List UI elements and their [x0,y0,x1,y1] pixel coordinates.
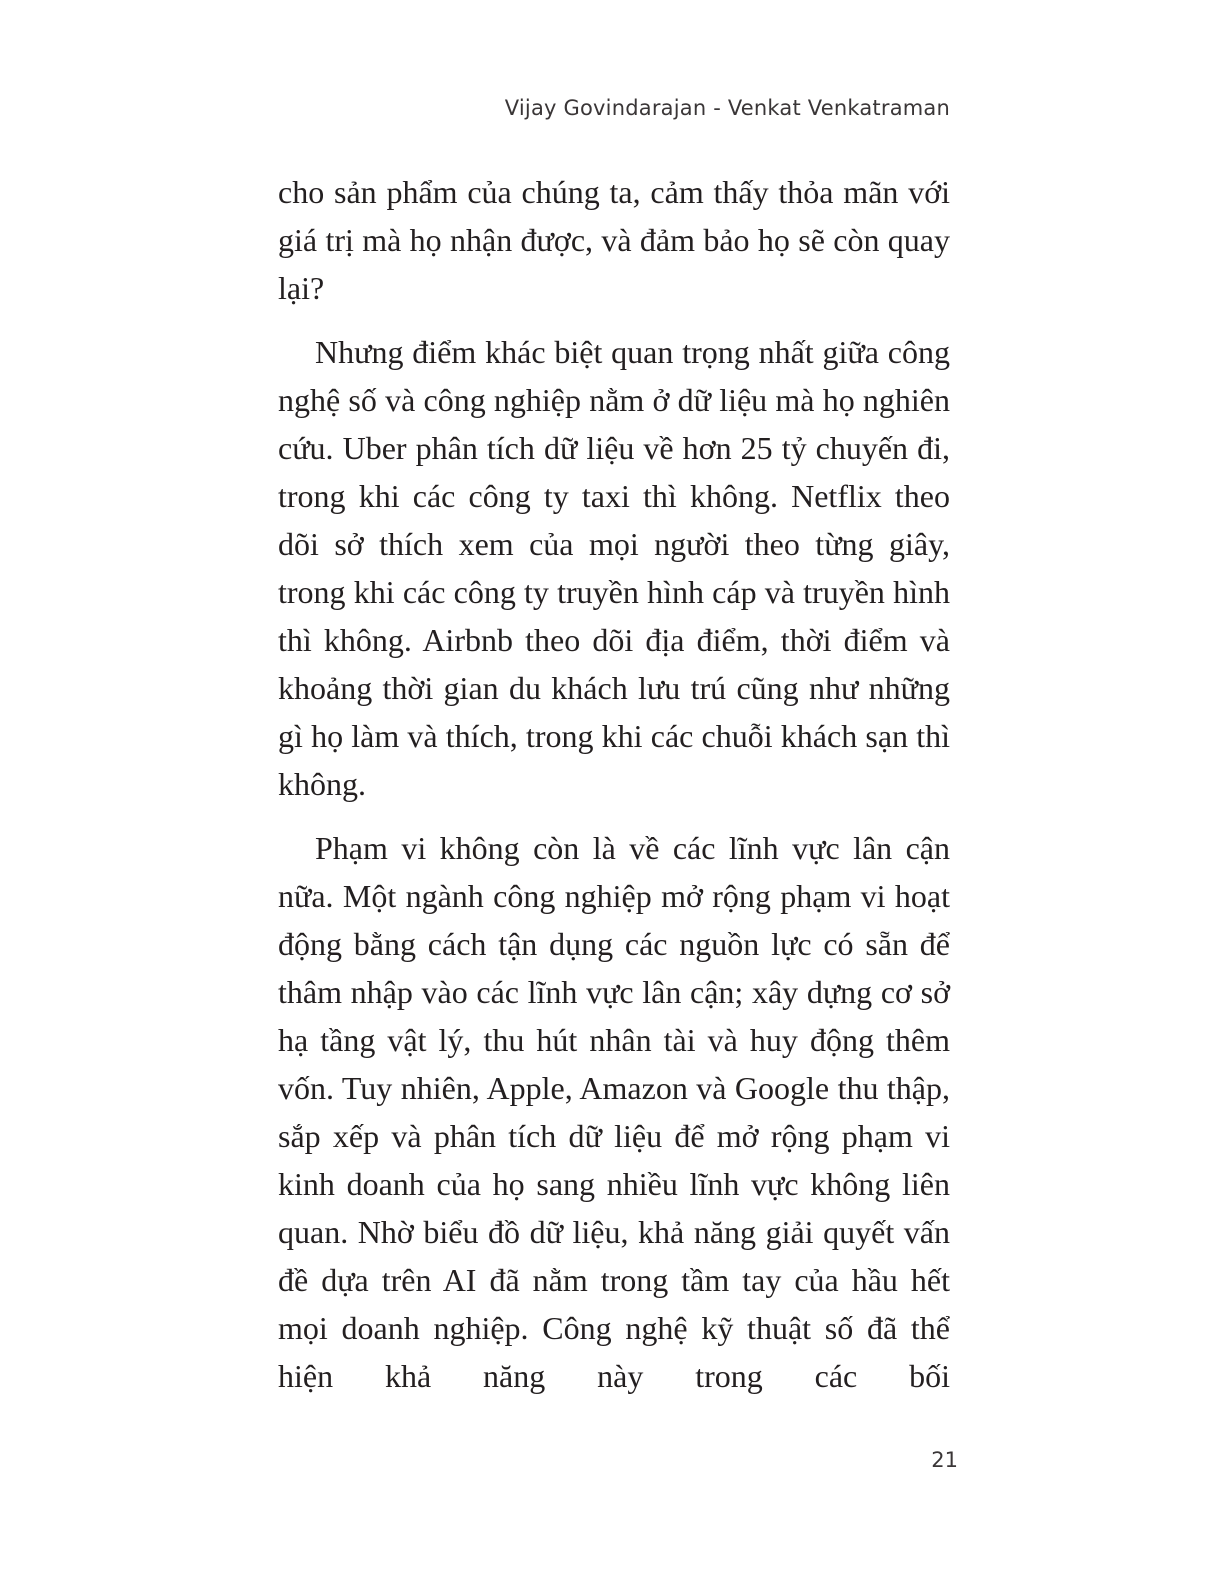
page-number: 21 [931,1448,958,1472]
paragraph-1: cho sản phẩm của chúng ta, cảm thấy thỏa mãn với giá trị mà họ nhận được, và đảm bảo họ sẽ còn quay lại? [278,174,950,306]
paragraph-3: Phạm vi không còn là về các lĩnh vực lân cận nữa. Một ngành công nghiệp mở rộng phạm vi hoạt động bằng cách tận dụng các nguồn lực có sẵn để thâm nhập vào các lĩnh vực lân cận; xây dựng cơ sở hạ tầng vật lý, thu hút nhân tài và huy động thêm vốn. Tuy nhiên, Apple, Amazon và Google thu thập, sắp xếp và phân tích dữ liệu để mở rộng phạm vi kinh doanh của họ sang nhiều lĩnh vực không liên quan. Nhờ biểu đồ dữ liệu, khả năng giải quyết vấn đề dựa trên AI đã nằm trong tầm tay của hầu hết mọi doanh nghiệp. Công nghệ kỹ thuật số đã thể hiện khả năng này trong các bối [278,830,950,1394]
paragraph-2: Nhưng điểm khác biệt quan trọng nhất giữa công nghệ số và công nghiệp nằm ở dữ liệu mà họ nghiên cứu. Uber phân tích dữ liệu về hơn 25 tỷ chuyến đi, trong khi các công ty taxi thì không. Netflix theo dõi sở thích xem của mọi người theo từng giây, trong khi các công ty truyền hình cáp và truyền hình thì không. Airbnb theo dõi địa điểm, thời điểm và khoảng thời gian du khách lưu trú cũng như những gì họ làm và thích, trong khi các chuỗi khách sạn thì không. [278,334,950,802]
running-header: Vijay Govindarajan - Venkat Venkatraman [504,96,950,120]
body-text [278,168,950,1400]
